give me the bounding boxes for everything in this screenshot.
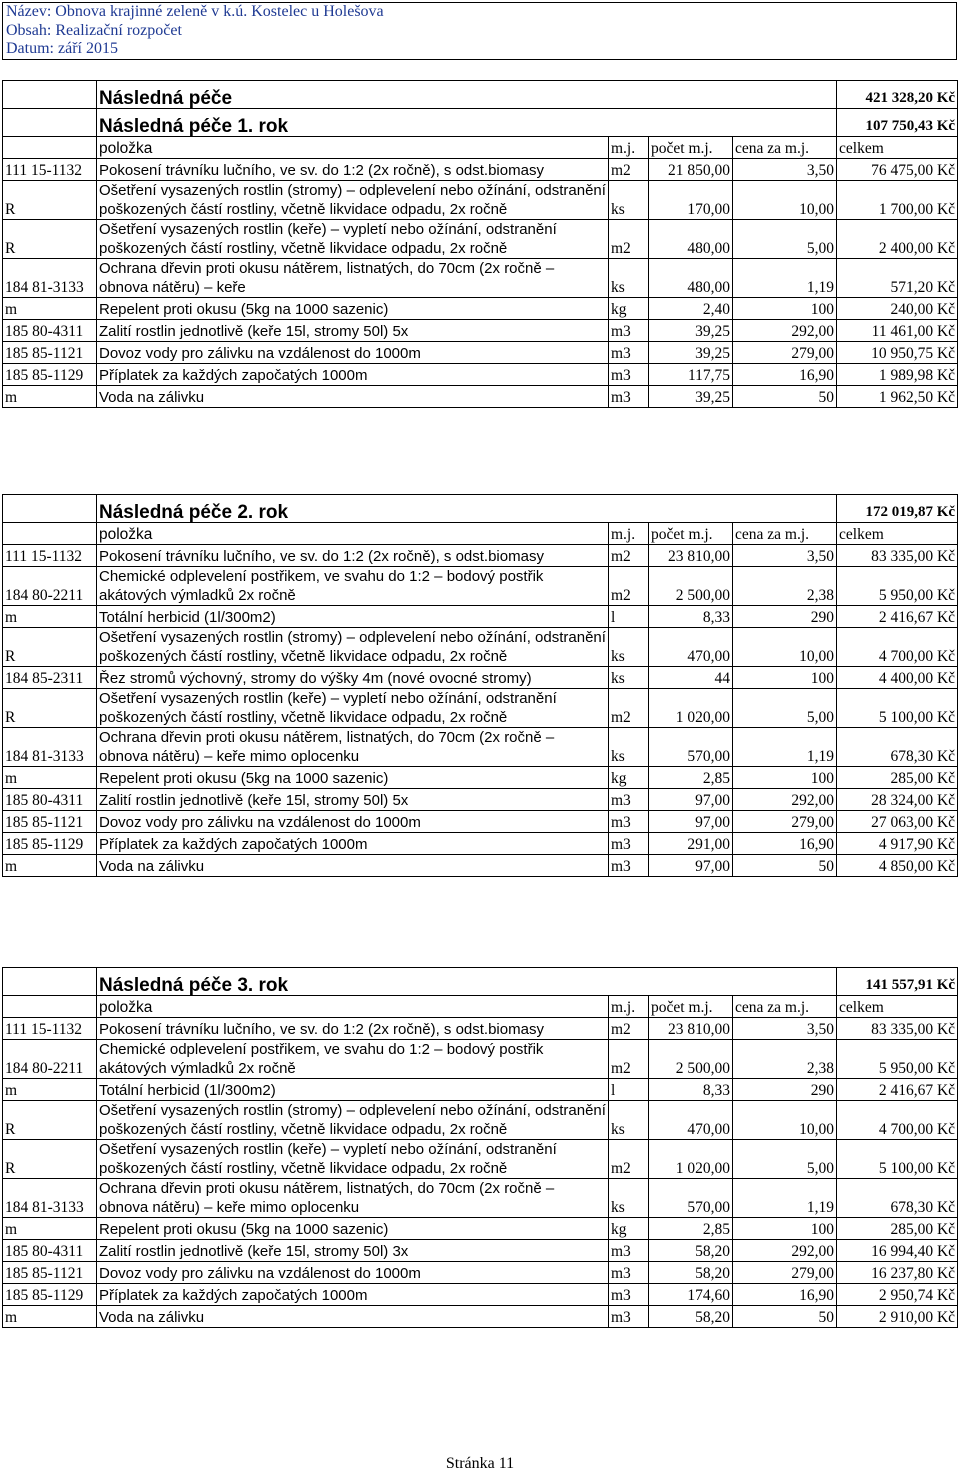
item-total: 4 917,90 Kč: [837, 833, 958, 855]
item-unit: kg: [609, 767, 649, 789]
item-total: 4 850,00 Kč: [837, 855, 958, 877]
item-code: 185 85-1129: [3, 364, 97, 386]
item-description: Ošetření vysazených rostlin (stromy) – odplevelení nebo ožínání, odstranění poškozených částí rostliny, včetně likvidace odpadu, 2x ročně: [97, 181, 609, 220]
item-unit: m2: [609, 545, 649, 567]
item-unit-price: 279,00: [733, 1262, 837, 1284]
header-date: Datum: září 2015: [6, 40, 118, 57]
column-header-pocet: počet m.j.: [649, 137, 733, 159]
item-code: R: [3, 1101, 97, 1140]
item-total: 240,00 Kč: [837, 298, 958, 320]
item-total: 2 400,00 Kč: [837, 220, 958, 259]
item-total: 5 950,00 Kč: [837, 567, 958, 606]
item-quantity: 39,25: [649, 342, 733, 364]
item-quantity: 39,25: [649, 386, 733, 408]
item-quantity: 97,00: [649, 855, 733, 877]
item-unit-price: 5,00: [733, 689, 837, 728]
item-code: 184 81-3133: [3, 728, 97, 767]
table-row: [3, 767, 958, 789]
item-quantity: 2,40: [649, 298, 733, 320]
row-code-empty: [3, 81, 97, 109]
item-total: 4 700,00 Kč: [837, 1101, 958, 1140]
item-total: 2 950,74 Kč: [837, 1284, 958, 1306]
item-total: 4 400,00 Kč: [837, 667, 958, 689]
item-description: Ošetření vysazených rostlin (keře) – vypletí nebo ožínání, odstranění poškozených částí rostliny, včetně likvidace odpadu, 2x ročně: [97, 220, 609, 259]
item-description: Dovoz vody pro zálivku na vzdálenost do 1000m: [97, 1262, 609, 1284]
item-unit: m3: [609, 1306, 649, 1328]
table-row: [3, 689, 958, 728]
column-header-cena: cena za m.j.: [733, 523, 837, 545]
item-quantity: 1 020,00: [649, 689, 733, 728]
item-description: Pokosení trávníku lučního, ve sv. do 1:2 (2x ročně), s odst.biomasy: [97, 159, 609, 181]
column-header-mj: m.j.: [609, 137, 649, 159]
table-row: [3, 159, 958, 181]
column-header-polozka: položka: [97, 996, 609, 1018]
item-description: Totální herbicid (1l/300m2): [97, 1079, 609, 1101]
item-code: R: [3, 220, 97, 259]
item-total: 5 100,00 Kč: [837, 689, 958, 728]
table-row: [3, 220, 958, 259]
item-description: Chemické odplevelení postřikem, ve svahu do 1:2 – bodový postřik akátových výmladků 2x ročně: [97, 567, 609, 606]
item-description: Repelent proti okusu (5kg na 1000 sazenic): [97, 298, 609, 320]
item-quantity: 23 810,00: [649, 545, 733, 567]
total-amount: 421 328,20 Kč: [837, 81, 958, 109]
table-row: [3, 833, 958, 855]
column-header-celkem: celkem: [837, 523, 958, 545]
table-row: [3, 320, 958, 342]
item-total: 16 994,40 Kč: [837, 1240, 958, 1262]
item-unit: m3: [609, 342, 649, 364]
item-unit-price: 50: [733, 1306, 837, 1328]
item-description: Ošetření vysazených rostlin (stromy) – odplevelení nebo ožínání, odstranění poškozených částí rostliny, včetně likvidace odpadu, 2x ročně: [97, 628, 609, 667]
item-quantity: 97,00: [649, 811, 733, 833]
table-row: [3, 855, 958, 877]
item-unit-price: 50: [733, 855, 837, 877]
item-unit-price: 100: [733, 1218, 837, 1240]
section-title: Následná péče 2. rok: [97, 495, 837, 523]
item-code: 184 80-2211: [3, 1040, 97, 1079]
item-unit-price: 50: [733, 386, 837, 408]
item-total: 285,00 Kč: [837, 767, 958, 789]
item-unit-price: 3,50: [733, 1018, 837, 1040]
table-row: [3, 1101, 958, 1140]
item-description: Zalití rostlin jednotlivě (keře 15l, stromy 50l) 3x: [97, 1240, 609, 1262]
item-unit-price: 3,50: [733, 545, 837, 567]
item-total: 1 962,50 Kč: [837, 386, 958, 408]
item-total: 1 989,98 Kč: [837, 364, 958, 386]
item-code: 185 80-4311: [3, 789, 97, 811]
table-row: [3, 667, 958, 689]
item-unit: m3: [609, 320, 649, 342]
item-description: Zalití rostlin jednotlivě (keře 15l, stromy 50l) 5x: [97, 789, 609, 811]
item-quantity: 39,25: [649, 320, 733, 342]
item-description: Dovoz vody pro zálivku na vzdálenost do 1000m: [97, 811, 609, 833]
item-unit-price: 1,19: [733, 1179, 837, 1218]
table-row: [3, 728, 958, 767]
item-quantity: 2,85: [649, 1218, 733, 1240]
item-quantity: 170,00: [649, 181, 733, 220]
item-quantity: 8,33: [649, 606, 733, 628]
item-unit-price: 290: [733, 1079, 837, 1101]
item-unit: m3: [609, 364, 649, 386]
item-total: 11 461,00 Kč: [837, 320, 958, 342]
item-unit: m3: [609, 811, 649, 833]
item-code: R: [3, 628, 97, 667]
item-unit: m3: [609, 855, 649, 877]
header-content: Obsah: Realizační rozpočet: [6, 21, 182, 39]
item-code: 111 15-1132: [3, 159, 97, 181]
item-description: Voda na zálivku: [97, 855, 609, 877]
item-unit-price: 10,00: [733, 628, 837, 667]
item-quantity: 570,00: [649, 1179, 733, 1218]
item-description: Příplatek za každých započatých 1000m: [97, 833, 609, 855]
item-unit-price: 292,00: [733, 1240, 837, 1262]
item-unit: ks: [609, 667, 649, 689]
item-quantity: 44: [649, 667, 733, 689]
item-unit-price: 2,38: [733, 567, 837, 606]
document-header: [2, 2, 957, 60]
column-header-code: [3, 523, 97, 545]
item-unit-price: 100: [733, 767, 837, 789]
item-code: m: [3, 767, 97, 789]
item-description: Totální herbicid (1l/300m2): [97, 606, 609, 628]
item-unit: m3: [609, 1284, 649, 1306]
item-unit-price: 290: [733, 606, 837, 628]
item-quantity: 470,00: [649, 628, 733, 667]
table-row: [3, 567, 958, 606]
table-row: [3, 259, 958, 298]
table-row: [3, 1179, 958, 1218]
item-total: 28 324,00 Kč: [837, 789, 958, 811]
item-code: R: [3, 181, 97, 220]
item-unit-price: 16,90: [733, 364, 837, 386]
item-quantity: 23 810,00: [649, 1018, 733, 1040]
item-code: m: [3, 386, 97, 408]
item-unit-price: 10,00: [733, 1101, 837, 1140]
section-total: 141 557,91 Kč: [837, 968, 958, 996]
item-code: m: [3, 298, 97, 320]
item-quantity: 117,75: [649, 364, 733, 386]
item-total: 678,30 Kč: [837, 1179, 958, 1218]
item-unit-price: 16,90: [733, 833, 837, 855]
item-description: Pokosení trávníku lučního, ve sv. do 1:2 (2x ročně), s odst.biomasy: [97, 545, 609, 567]
item-total: 2 910,00 Kč: [837, 1306, 958, 1328]
item-description: Chemické odplevelení postřikem, ve svahu do 1:2 – bodový postřik akátových výmladků 2x ročně: [97, 1040, 609, 1079]
item-unit: ks: [609, 728, 649, 767]
column-header-mj: m.j.: [609, 996, 649, 1018]
item-quantity: 174,60: [649, 1284, 733, 1306]
item-unit-price: 1,19: [733, 728, 837, 767]
column-header-code: [3, 137, 97, 159]
item-code: m: [3, 1306, 97, 1328]
item-unit-price: 10,00: [733, 181, 837, 220]
item-description: Dovoz vody pro zálivku na vzdálenost do 1000m: [97, 342, 609, 364]
item-description: Ochrana dřevin proti okusu nátěrem, listnatých, do 70cm (2x ročně – obnova nátěru) – keře mimo oplocenku: [97, 728, 609, 767]
item-total: 2 416,67 Kč: [837, 1079, 958, 1101]
item-code: 185 85-1129: [3, 1284, 97, 1306]
item-quantity: 58,20: [649, 1306, 733, 1328]
table-row: [3, 1262, 958, 1284]
item-description: Ochrana dřevin proti okusu nátěrem, listnatých, do 70cm (2x ročně – obnova nátěru) – keře: [97, 259, 609, 298]
item-unit: m3: [609, 1262, 649, 1284]
item-quantity: 570,00: [649, 728, 733, 767]
item-unit: kg: [609, 298, 649, 320]
table-row: [3, 1140, 958, 1179]
item-description: Příplatek za každých započatých 1000m: [97, 364, 609, 386]
item-unit: ks: [609, 1101, 649, 1140]
item-unit-price: 292,00: [733, 789, 837, 811]
table-row: [3, 789, 958, 811]
item-unit: l: [609, 606, 649, 628]
item-unit-price: 100: [733, 667, 837, 689]
item-quantity: 8,33: [649, 1079, 733, 1101]
item-description: Ochrana dřevin proti okusu nátěrem, listnatých, do 70cm (2x ročně – obnova nátěru) – keře mimo oplocenku: [97, 1179, 609, 1218]
table-row: [3, 386, 958, 408]
item-unit: m2: [609, 159, 649, 181]
item-total: 83 335,00 Kč: [837, 1018, 958, 1040]
table-row: [3, 1240, 958, 1262]
column-header-cena: cena za m.j.: [733, 996, 837, 1018]
column-header-polozka: položka: [97, 523, 609, 545]
item-quantity: 97,00: [649, 789, 733, 811]
item-total: 678,30 Kč: [837, 728, 958, 767]
table-row: [3, 342, 958, 364]
item-unit-price: 100: [733, 298, 837, 320]
table-row: [3, 628, 958, 667]
item-description: Ošetření vysazených rostlin (keře) – vypletí nebo ožínání, odstranění poškozených částí rostliny, včetně likvidace odpadu, 2x ročně: [97, 689, 609, 728]
item-code: 185 85-1129: [3, 833, 97, 855]
item-unit: m3: [609, 789, 649, 811]
item-total: 27 063,00 Kč: [837, 811, 958, 833]
table-row: [3, 181, 958, 220]
table-row: [3, 1284, 958, 1306]
column-header-celkem: celkem: [837, 996, 958, 1018]
item-unit: m2: [609, 1018, 649, 1040]
item-code: 185 80-4311: [3, 1240, 97, 1262]
item-unit: ks: [609, 628, 649, 667]
item-code: 111 15-1132: [3, 545, 97, 567]
column-header-mj: m.j.: [609, 523, 649, 545]
section-total: 172 019,87 Kč: [837, 495, 958, 523]
item-quantity: 21 850,00: [649, 159, 733, 181]
item-code: m: [3, 606, 97, 628]
page-number: Stránka 11: [445, 1455, 515, 1472]
item-code: m: [3, 1218, 97, 1240]
item-code: 184 81-3133: [3, 259, 97, 298]
item-code: m: [3, 855, 97, 877]
item-description: Repelent proti okusu (5kg na 1000 sazenic): [97, 1218, 609, 1240]
item-code: R: [3, 689, 97, 728]
item-code: 185 85-1121: [3, 811, 97, 833]
table-row: [3, 606, 958, 628]
item-code: R: [3, 1140, 97, 1179]
item-unit: ks: [609, 181, 649, 220]
item-description: Ošetření vysazených rostlin (stromy) – odplevelení nebo ožínání, odstranění poškozených částí rostliny, včetně likvidace odpadu, 2x ročně: [97, 1101, 609, 1140]
item-unit: ks: [609, 1179, 649, 1218]
item-total: 1 700,00 Kč: [837, 181, 958, 220]
item-quantity: 480,00: [649, 220, 733, 259]
item-unit-price: 3,50: [733, 159, 837, 181]
table-row: [3, 811, 958, 833]
item-unit-price: 5,00: [733, 220, 837, 259]
table-row: [3, 545, 958, 567]
section-title: Následná péče 3. rok: [97, 968, 837, 996]
table-row: [3, 1218, 958, 1240]
item-unit: m2: [609, 1140, 649, 1179]
item-unit-price: 2,38: [733, 1040, 837, 1079]
item-description: Voda na zálivku: [97, 1306, 609, 1328]
item-code: 185 80-4311: [3, 320, 97, 342]
item-description: Pokosení trávníku lučního, ve sv. do 1:2 (2x ročně), s odst.biomasy: [97, 1018, 609, 1040]
table-row: [3, 1079, 958, 1101]
item-unit: m3: [609, 833, 649, 855]
table-row: [3, 1040, 958, 1079]
column-header-polozka: položka: [97, 137, 609, 159]
item-total: 83 335,00 Kč: [837, 545, 958, 567]
table-row: [3, 364, 958, 386]
header-title: Název: Obnova krajinné zeleně v k.ú. Kostelec u Holešova: [6, 3, 384, 20]
table-row: [3, 1018, 958, 1040]
item-code: 111 15-1132: [3, 1018, 97, 1040]
item-unit: m3: [609, 386, 649, 408]
item-unit: m2: [609, 1040, 649, 1079]
section-table: [2, 80, 958, 408]
column-header-celkem: celkem: [837, 137, 958, 159]
item-code: 185 85-1121: [3, 342, 97, 364]
section-table: [2, 967, 958, 1328]
item-unit: m2: [609, 689, 649, 728]
item-quantity: 480,00: [649, 259, 733, 298]
item-code: 184 81-3133: [3, 1179, 97, 1218]
item-total: 76 475,00 Kč: [837, 159, 958, 181]
total-title: Následná péče: [97, 81, 837, 109]
item-total: 4 700,00 Kč: [837, 628, 958, 667]
item-quantity: 470,00: [649, 1101, 733, 1140]
item-quantity: 2 500,00: [649, 567, 733, 606]
section-title: Následná péče 1. rok: [97, 109, 837, 137]
row-code-empty: [3, 495, 97, 523]
item-unit: l: [609, 1079, 649, 1101]
item-code: 185 85-1121: [3, 1262, 97, 1284]
item-total: 5 100,00 Kč: [837, 1140, 958, 1179]
item-total: 16 237,80 Kč: [837, 1262, 958, 1284]
item-unit-price: 292,00: [733, 320, 837, 342]
item-description: Ošetření vysazených rostlin (keře) – vypletí nebo ožínání, odstranění poškozených částí rostliny, včetně likvidace odpadu, 2x ročně: [97, 1140, 609, 1179]
item-total: 10 950,75 Kč: [837, 342, 958, 364]
column-header-pocet: počet m.j.: [649, 523, 733, 545]
item-unit: m3: [609, 1240, 649, 1262]
item-code: 184 80-2211: [3, 567, 97, 606]
item-unit-price: 279,00: [733, 811, 837, 833]
row-code-empty: [3, 109, 97, 137]
item-unit-price: 5,00: [733, 1140, 837, 1179]
item-quantity: 58,20: [649, 1240, 733, 1262]
item-code: m: [3, 1079, 97, 1101]
column-header-pocet: počet m.j.: [649, 996, 733, 1018]
item-quantity: 2 500,00: [649, 1040, 733, 1079]
column-header-code: [3, 996, 97, 1018]
item-code: 184 85-2311: [3, 667, 97, 689]
item-description: Řez stromů výchovný, stromy do výšky 4m (nové ovocné stromy): [97, 667, 609, 689]
item-unit-price: 1,19: [733, 259, 837, 298]
item-unit-price: 16,90: [733, 1284, 837, 1306]
table-row: [3, 298, 958, 320]
item-unit: ks: [609, 259, 649, 298]
item-total: 571,20 Kč: [837, 259, 958, 298]
table-row: [3, 1306, 958, 1328]
item-quantity: 291,00: [649, 833, 733, 855]
column-header-cena: cena za m.j.: [733, 137, 837, 159]
section-table: [2, 494, 958, 877]
item-quantity: 2,85: [649, 767, 733, 789]
item-total: 285,00 Kč: [837, 1218, 958, 1240]
item-quantity: 1 020,00: [649, 1140, 733, 1179]
item-total: 5 950,00 Kč: [837, 1040, 958, 1079]
item-unit: m2: [609, 220, 649, 259]
section-total: 107 750,43 Kč: [837, 109, 958, 137]
item-description: Repelent proti okusu (5kg na 1000 sazenic): [97, 767, 609, 789]
item-unit: m2: [609, 567, 649, 606]
item-quantity: 58,20: [649, 1262, 733, 1284]
item-total: 2 416,67 Kč: [837, 606, 958, 628]
row-code-empty: [3, 968, 97, 996]
item-description: Příplatek za každých započatých 1000m: [97, 1284, 609, 1306]
item-description: Voda na zálivku: [97, 386, 609, 408]
item-unit: kg: [609, 1218, 649, 1240]
item-description: Zalití rostlin jednotlivě (keře 15l, stromy 50l) 5x: [97, 320, 609, 342]
item-unit-price: 279,00: [733, 342, 837, 364]
